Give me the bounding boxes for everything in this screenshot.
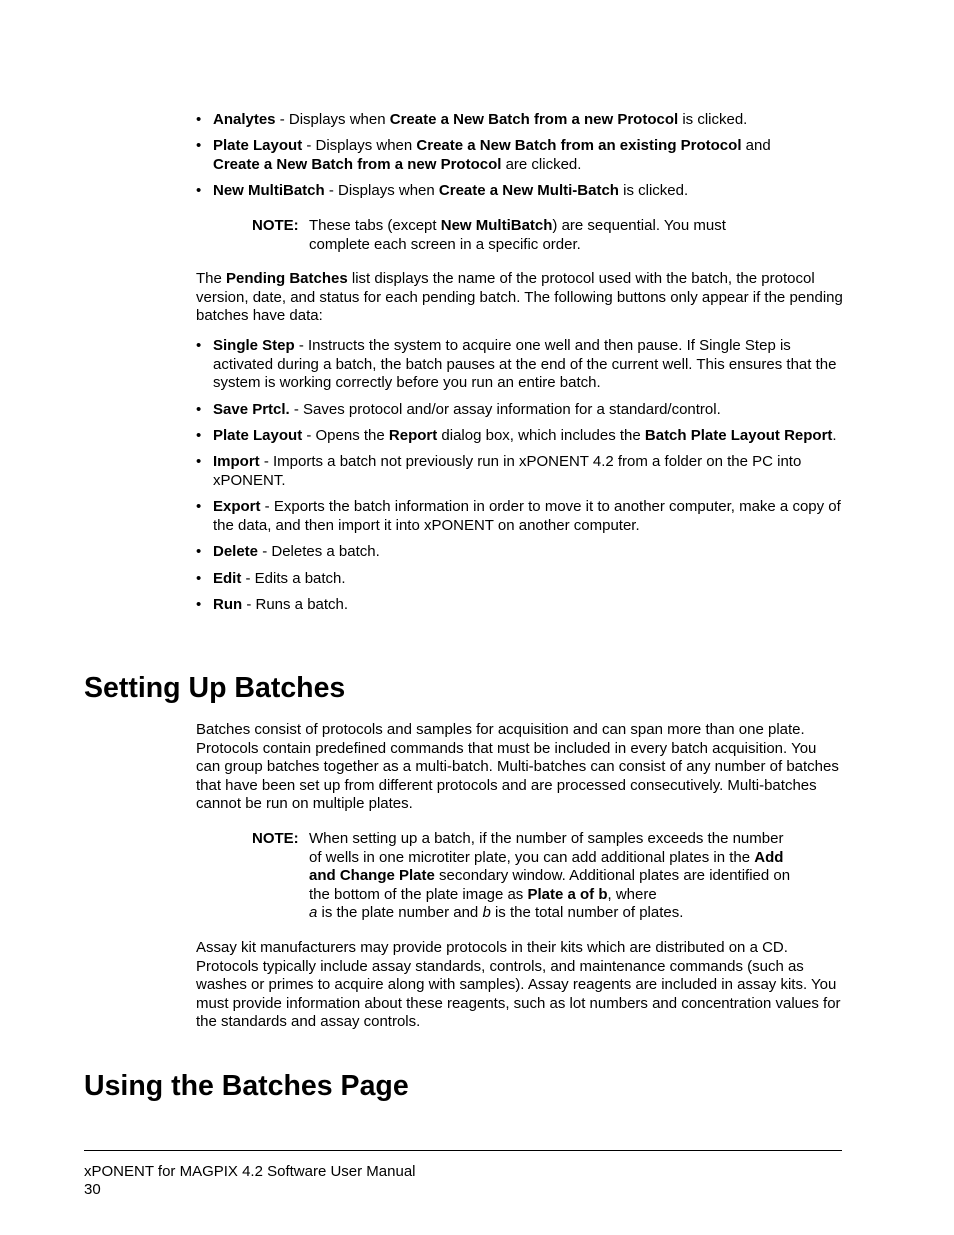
list-item: • Analytes - Displays when Create a New Batch from a new Protocol is clicked.	[196, 111, 842, 130]
batches-intro-paragraph: Batches consist of protocols and samples for acquisition and can span more than one plate. Protocols contain predefined commands that must be included in every batch acquisition. You can group batches together as a multi-batch. Multi-batches can consist of any number of batches that have been set up from different protocols and are processed consecutively. Multi-batches cannot be run on multiple plates.	[196, 721, 839, 813]
list-item: • Plate Layout - Opens the Report dialog box, which includes the Batch Plate Layout Report.	[196, 427, 842, 446]
section-heading-setting-up-batches: Setting Up Batches	[84, 672, 346, 704]
list-item: • Save Prtcl. - Saves protocol and/or assay information for a standard/control.	[196, 401, 842, 420]
tabs-bullet-list	[196, 111, 842, 209]
list-item: • Import - Imports a batch not previously run in xPONENT 4.2 from a folder on the PC into xPONENT.	[196, 453, 842, 490]
list-item: • Delete - Deletes a batch.	[196, 543, 842, 562]
list-item: • New MultiBatch - Displays when Create a New Multi-Batch is clicked.	[196, 182, 842, 201]
note-text: When setting up a batch, if the number of samples exceeds the number of wells in one microtiter plate, you can add additional plates in the Add and Change Plate secondary window. Additional plates are identified on the bottom of the plate image as Plate a of b, where a is the plate number and b is the total number of plates.	[309, 830, 791, 922]
pending-batches-paragraph: The Pending Batches list displays the name of the protocol used with the batch, the protocol version, date, and status for each pending batch. The following buttons only appear if the pending batches have data:	[196, 270, 843, 325]
list-item: • Run - Runs a batch.	[196, 596, 842, 615]
list-item: • Single Step - Instructs the system to acquire one well and then pause. If Single Step is activated during a batch, the batch pauses at the end of the current well. This ensures that the system is working correctly before you run an entire batch.	[196, 337, 842, 393]
buttons-bullet-list	[196, 337, 842, 623]
footer-divider	[84, 1150, 842, 1151]
footer-manual-title: xPONENT for MAGPIX 4.2 Software User Manual	[84, 1163, 416, 1180]
assay-kit-paragraph: Assay kit manufacturers may provide protocols in their kits which are distributed on a CD. Protocols typically include assay standards, controls, and maintenance commands (such as washes or primes to acquire along with samples). Assay reagents are included in assay kits. You must provide information about these reagents, such as lot numbers and concentration values for the standards and assay controls.	[196, 939, 841, 1031]
list-item: • Edit - Edits a batch.	[196, 570, 842, 589]
note-label: NOTE:	[252, 217, 299, 234]
note-text: These tabs (except New MultiBatch) are sequential. You must complete each screen in a specific order.	[309, 217, 726, 253]
list-item: • Export - Exports the batch information in order to move it to another computer, make a copy of the data, and then import it into xPONENT on another computer.	[196, 498, 842, 535]
list-item: • Plate Layout - Displays when Create a New Batch from an existing Protocol and Create a New Batch from a new Protocol are clicked.	[196, 137, 842, 174]
page-footer	[84, 1163, 416, 1199]
note-additional-plates	[252, 830, 792, 923]
page-number: 30	[84, 1181, 101, 1198]
note-sequential-tabs	[252, 217, 792, 254]
note-label: NOTE:	[252, 830, 299, 847]
section-heading-using-batches-page: Using the Batches Page	[84, 1070, 409, 1102]
